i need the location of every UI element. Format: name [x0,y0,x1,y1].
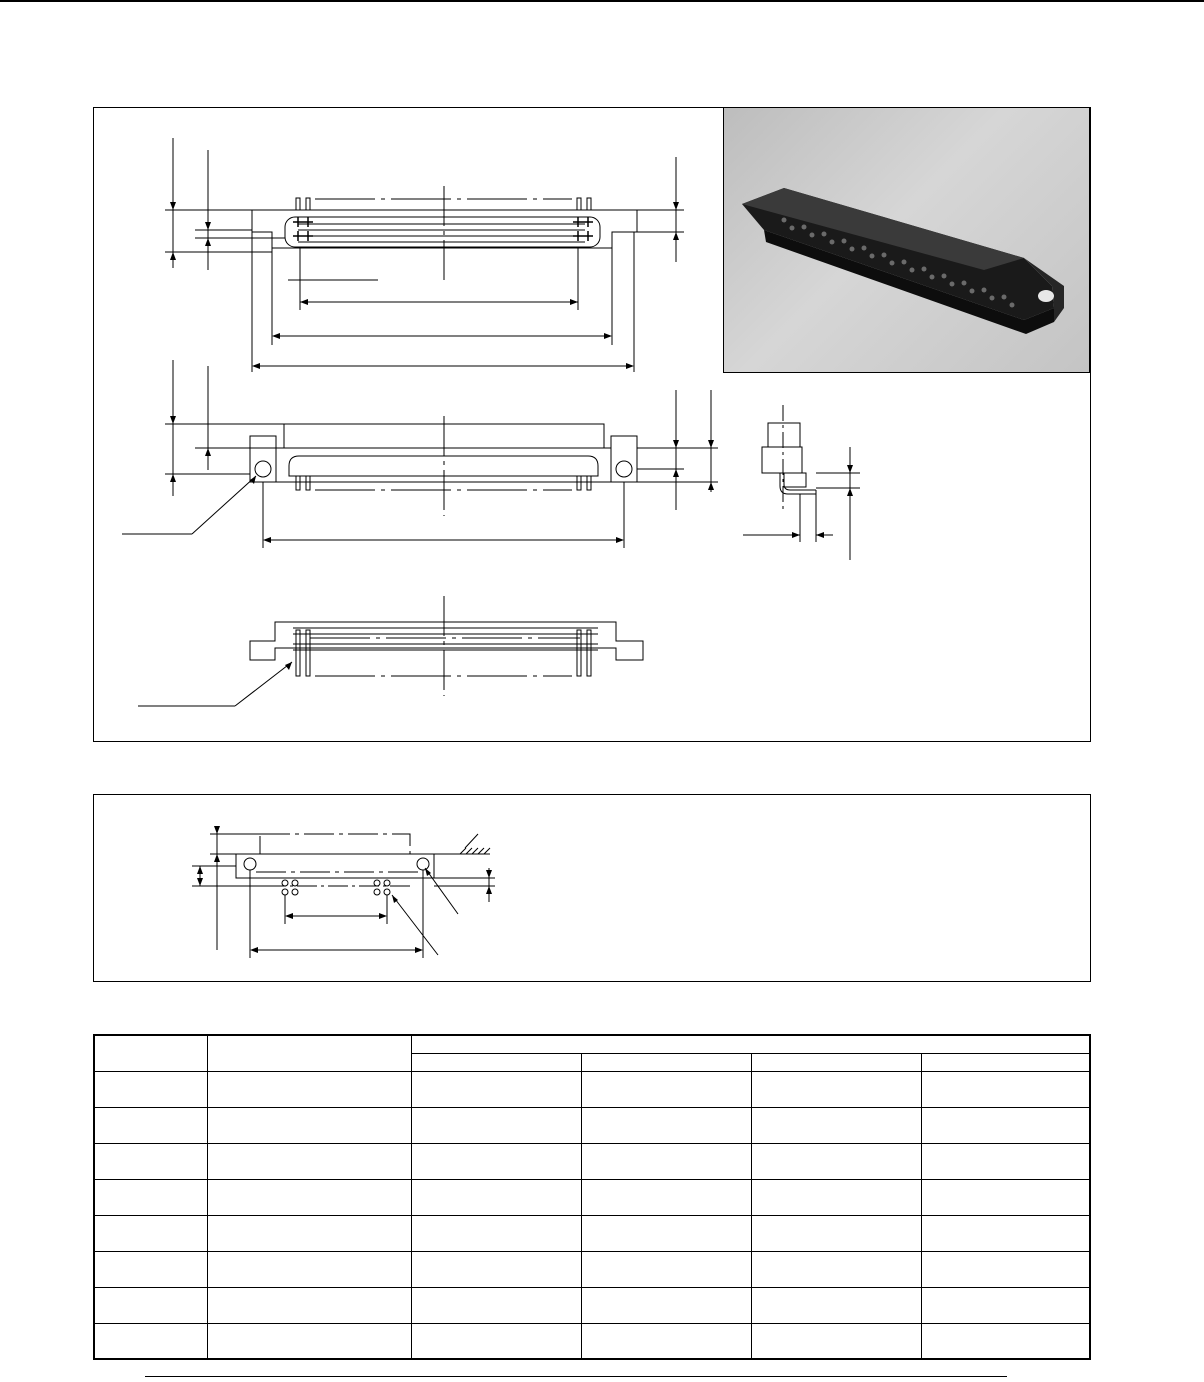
table-cell [411,1287,581,1323]
subheader-cell [921,1053,1090,1071]
table-row [94,1179,1090,1215]
table-cell [581,1251,751,1287]
table-cell [411,1215,581,1251]
table-cell [207,1251,411,1287]
table-cell [581,1179,751,1215]
table-cell [207,1143,411,1179]
table-cell [921,1143,1090,1179]
table-cell [94,1179,207,1215]
header-cell-1 [94,1035,207,1071]
table-cell [94,1143,207,1179]
table-cell [207,1215,411,1251]
table-cell [94,1107,207,1143]
table-cell [751,1215,921,1251]
table-cell [751,1143,921,1179]
header-group-cell [411,1035,1090,1053]
table-cell [411,1251,581,1287]
table-cell [921,1179,1090,1215]
subheader-cell [581,1053,751,1071]
table-cell [207,1107,411,1143]
table-cell [411,1323,581,1359]
table-cell [921,1071,1090,1107]
table-cell [207,1287,411,1323]
subheader-cell [751,1053,921,1071]
table-cell [751,1323,921,1359]
table-cell [751,1251,921,1287]
table-cell [751,1287,921,1323]
table-cell [207,1179,411,1215]
footer-rule [145,1376,1007,1377]
subheader-cell [411,1053,581,1071]
table-cell [751,1107,921,1143]
table-row [94,1287,1090,1323]
table-row [94,1323,1090,1359]
table-cell [94,1323,207,1359]
dimensions-table [93,1034,1091,1360]
table-cell [581,1215,751,1251]
table-cell [411,1107,581,1143]
table-cell [411,1179,581,1215]
table-row [94,1143,1090,1179]
table-cell [581,1287,751,1323]
table-header-row [94,1035,1090,1053]
table-row [94,1107,1090,1143]
table-cell [411,1143,581,1179]
table-cell [581,1323,751,1359]
table-cell [921,1251,1090,1287]
table-cell [94,1215,207,1251]
table-cell [207,1323,411,1359]
table-row [94,1215,1090,1251]
table-cell [207,1071,411,1107]
table-cell [921,1107,1090,1143]
table-body [94,1071,1090,1359]
table-cell [921,1215,1090,1251]
header-cell-2 [207,1035,411,1071]
table-cell [94,1251,207,1287]
table-row [94,1071,1090,1107]
table-cell [581,1107,751,1143]
table-row [94,1251,1090,1287]
table-cell [921,1323,1090,1359]
table-cell [751,1179,921,1215]
table-cell [751,1071,921,1107]
table-cell [581,1071,751,1107]
table-cell [921,1287,1090,1323]
table-cell [94,1287,207,1323]
table-cell [94,1071,207,1107]
table-cell [411,1071,581,1107]
table-cell [581,1143,751,1179]
